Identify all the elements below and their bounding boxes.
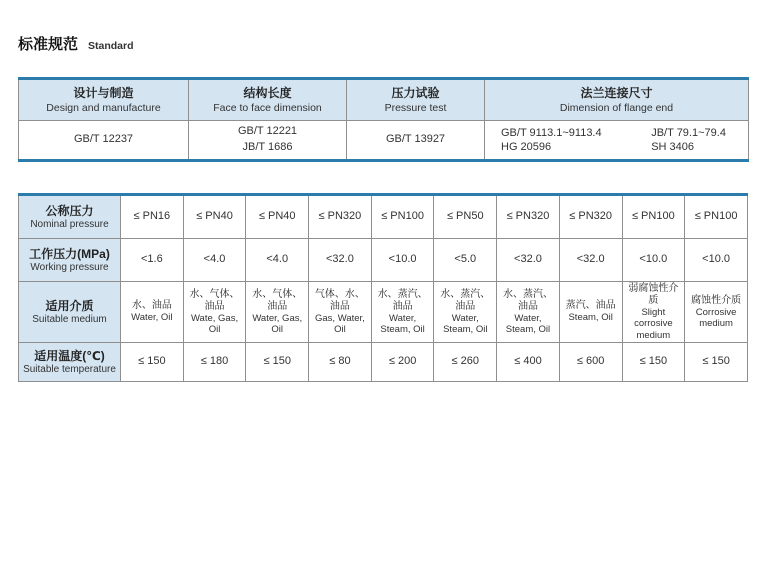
table-cell: ≤ PN40: [183, 195, 246, 239]
medium-cn: 水、蒸汽、油品: [440, 288, 491, 312]
medium-en: Water, Steam, Oil: [380, 312, 425, 336]
standard-code: JB/T 79.1~79.4: [651, 127, 726, 139]
standard-code: JB/T 1686: [242, 141, 293, 153]
medium-cn: 水、气体、油品: [189, 288, 240, 312]
medium-en: Water, Steam, Oil: [505, 312, 551, 336]
standard-code: GB/T 12221: [237, 125, 298, 138]
table-cell: [622, 282, 685, 343]
standard-code: GB/T 13927: [385, 133, 446, 146]
table-cell: <5.0: [434, 239, 497, 282]
table-cell: ≤ 600: [559, 343, 622, 382]
header-en: Dimension of flange end: [559, 101, 674, 114]
table-cell: <32.0: [559, 239, 622, 282]
table-cell: ≤ 400: [497, 343, 560, 382]
medium-cn: 蒸汽、油品: [565, 300, 616, 312]
row-label-cn: 公称压力: [45, 203, 94, 218]
medium-cn: 水、蒸汽、油品: [502, 288, 553, 312]
medium-en: Gas, Water, Oil: [315, 312, 365, 336]
table-cell: <10.0: [685, 239, 748, 282]
table-cell: ≤ 150: [685, 343, 748, 382]
table-cell: [246, 282, 309, 343]
medium-cn: 腐蚀性介质: [691, 294, 742, 306]
standard-code: GB/T 12237: [73, 133, 134, 146]
table-cell: ≤ 150: [246, 343, 309, 382]
table-cell: ≤ PN40: [246, 195, 309, 239]
standard-code: GB/T 9113.1~9113.4: [501, 127, 602, 139]
medium-en: Slight corrosive medium: [634, 307, 673, 341]
table-cell: ≤ PN100: [371, 195, 434, 239]
table-cell: ≤ PN320: [497, 195, 560, 239]
page-title-en: Standard: [88, 40, 134, 52]
row-label-working-pressure: [19, 239, 121, 282]
header-design-manufacture: [19, 79, 189, 121]
table-cell: [183, 282, 246, 343]
table-cell: ≤ PN320: [309, 195, 372, 239]
medium-cn: 气体、水、油品: [314, 288, 365, 312]
medium-en: Water, Oil: [131, 312, 173, 324]
table-cell: ≤ PN320: [559, 195, 622, 239]
standards-table: [18, 77, 749, 162]
standard-code: HG 20596: [501, 141, 552, 153]
table-cell: ≤ 150: [622, 343, 685, 382]
medium-en: Water, Steam, Oil: [443, 312, 488, 336]
medium-en: Corrosive medium: [695, 306, 737, 330]
header-cn: 结构长度: [243, 86, 292, 101]
row-nominal-pressure: [19, 195, 748, 239]
row-label-en: Suitable temperature: [23, 364, 116, 376]
table-cell: ≤ PN16: [121, 195, 184, 239]
header-face-to-face: [189, 79, 347, 121]
table-cell: [685, 282, 748, 343]
row-label-en: Suitable medium: [32, 313, 107, 325]
medium-cn: 弱腐蚀性介质: [628, 283, 679, 306]
medium-en: Steam, Oil: [568, 312, 613, 324]
table-cell: [559, 282, 622, 343]
medium-cn: 水、蒸汽、油品: [377, 288, 428, 312]
table-cell: [121, 282, 184, 343]
table-cell: [309, 282, 372, 343]
header-cn: 压力试验: [391, 86, 440, 101]
table-cell: <4.0: [246, 239, 309, 282]
table-cell: ≤ 200: [371, 343, 434, 382]
header-flange-dimension: [485, 79, 749, 121]
table-cell: <32.0: [497, 239, 560, 282]
medium-en: Wate, Gas, Oil: [190, 312, 239, 336]
medium-cn: 水、气体、油品: [252, 288, 303, 312]
row-suitable-temperature: [19, 343, 748, 382]
table-cell: [497, 282, 560, 343]
row-label-cn: 工作压力(MPa): [29, 246, 110, 261]
standards-header-row: [19, 79, 749, 121]
row-label-en: Nominal pressure: [30, 218, 109, 230]
table-cell: [434, 282, 497, 343]
row-label-suitable-medium: [19, 282, 121, 343]
header-pressure-test: [347, 79, 485, 121]
table-cell: <1.6: [121, 239, 184, 282]
table-cell: <4.0: [183, 239, 246, 282]
flange-codes: [487, 127, 746, 153]
table-cell: ≤ PN100: [685, 195, 748, 239]
spec-table: [18, 193, 748, 382]
row-label-cn: 适用温度(℃): [34, 348, 105, 363]
table-cell: [19, 121, 189, 161]
table-cell: [485, 121, 749, 161]
medium-en: Water, Gas, Oil: [252, 312, 303, 336]
header-cn: 法兰连接尺寸: [580, 86, 653, 101]
row-working-pressure: [19, 239, 748, 282]
header-en: Design and manufacture: [46, 101, 161, 114]
row-suitable-medium: [19, 282, 748, 343]
table-cell: <32.0: [309, 239, 372, 282]
header-cn: 设计与制造: [73, 86, 134, 101]
page-title-cn: 标准规范: [18, 36, 79, 53]
table-cell: ≤ 180: [183, 343, 246, 382]
header-en: Pressure test: [384, 101, 447, 114]
standards-value-row: [19, 121, 749, 161]
row-label-en: Working pressure: [30, 261, 109, 273]
table-cell: [189, 121, 347, 161]
table-cell: <10.0: [622, 239, 685, 282]
table-cell: ≤ 150: [121, 343, 184, 382]
header-en: Face to face dimension: [213, 101, 322, 114]
page-title: [18, 33, 134, 54]
row-label-cn: 适用介质: [45, 298, 94, 313]
row-label-suitable-temperature: [19, 343, 121, 382]
standard-code: SH 3406: [651, 141, 695, 153]
table-cell: ≤ PN50: [434, 195, 497, 239]
table-cell: ≤ 80: [309, 343, 372, 382]
row-label-nominal-pressure: [19, 195, 121, 239]
table-cell: ≤ PN100: [622, 195, 685, 239]
table-cell: ≤ 260: [434, 343, 497, 382]
table-cell: [347, 121, 485, 161]
table-cell: <10.0: [371, 239, 434, 282]
table-cell: [371, 282, 434, 343]
medium-cn: 水、油品: [131, 300, 172, 312]
